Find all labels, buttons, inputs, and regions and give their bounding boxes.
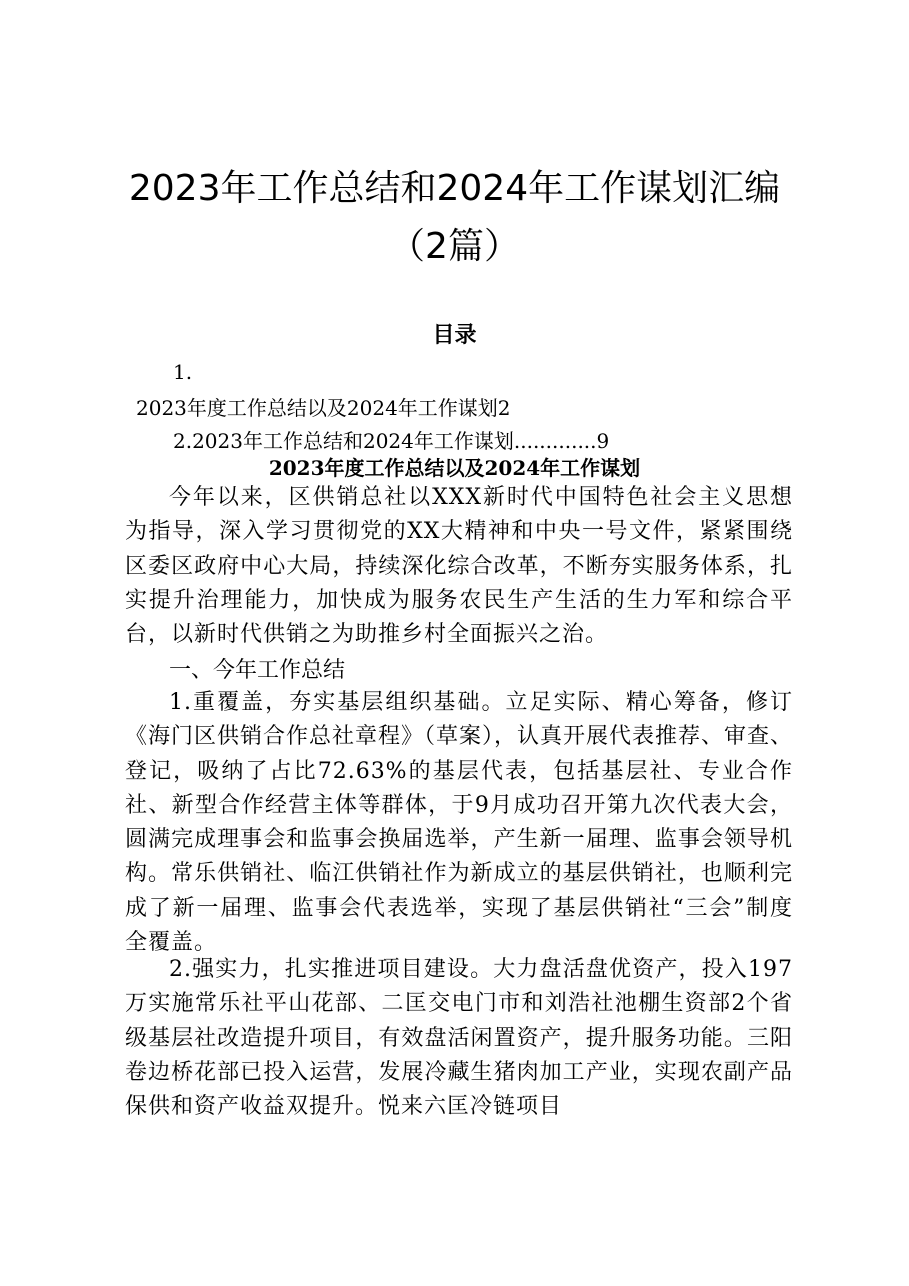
document-title: 2023年工作总结和2024年工作谋划汇编（2篇） [128,168,781,267]
paragraph-1: 1.重覆盖，夯实基层组织基础。立足实际、精心筹备，修订《海门区供销合作总社章程》（草案），认真开展代表推荐、审查、登记，吸纳了占比72.63%的基层代表，包括基层社、专业合作社、新型合作经营主体等群体，于9月成功召开第九次代表大会，圆满完成理事会和监事会换届选举，产生新一届理、监事会领导机构。常乐供销社、临江供销社作为新成立的基层供销社，也顺利完成了新一届理、监事会代表选举，实现了基层供销社“三会”制度全覆盖。 [125,690,794,956]
toc-heading: 目录 [432,322,477,348]
paragraph-2: 2.强实力，扎实推进项目建设。大力盘活盘优资产，投入197万实施常乐社平山花部、二匡交电门市和刘浩社池棚生资部2个省级基层社改造提升项目，有效盘活闲置资产，提升服务功能。三阳卷边桥花部已投入运营，发展冷藏生猪肉加工产业，实现农副产品保供和资产收益双提升。悦来六匡冷链项目 [125,957,793,1120]
toc-item-2: 2.2023年工作总结和2024年工作谋划.............9 [173,429,610,453]
section-heading-1: 一、今年工作总结 [169,658,346,683]
section-title: 2023年度工作总结以及2024年工作谋划 [268,456,641,480]
toc-item-1: 2023年度工作总结以及2024年工作谋划2 [136,396,511,420]
intro-paragraph: 今年以来，区供销总社以XXX新时代中国特色社会主义思想为指导，深入学习贯彻党的XX大精神和中央一号文件，紧紧围绕区委区政府中心大局，持续深化综合改革，不断夯实服务体系，扎实提升治理能力，加快成为服务农民生产生活的生力军和综合平台，以新时代供销之为助推乡村全面振兴之治。 [125,485,793,648]
toc-item-1-number: 1. [173,360,193,384]
